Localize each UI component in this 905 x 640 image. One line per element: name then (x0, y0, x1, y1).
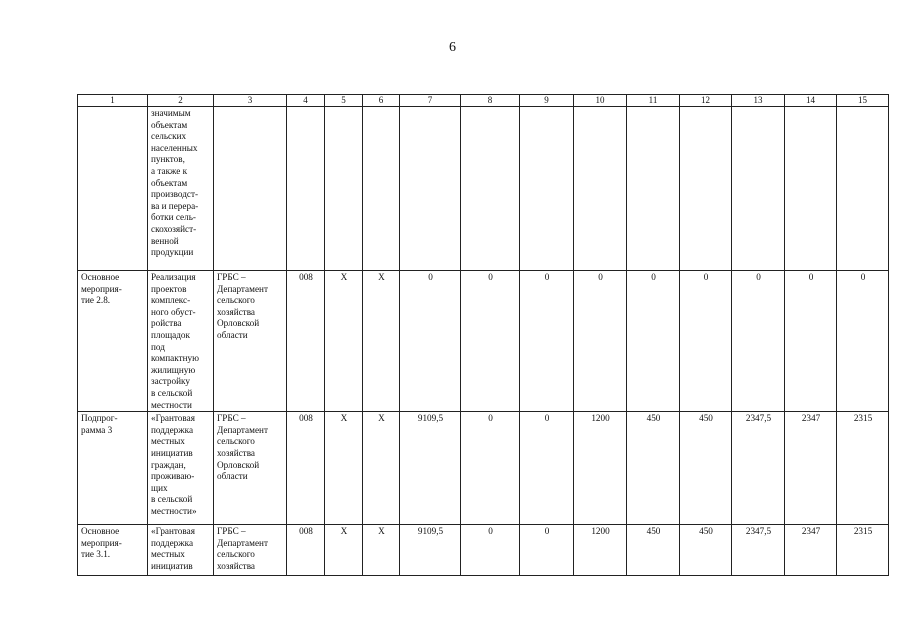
table-cell (325, 107, 363, 271)
budget-table (77, 94, 889, 576)
column-header: 3 (214, 95, 287, 107)
column-header: 5 (325, 95, 363, 107)
column-header: 15 (837, 95, 889, 107)
table-cell: Х (325, 271, 363, 412)
table-cell: 2315 (837, 525, 889, 576)
table-cell (837, 107, 889, 271)
column-header: 11 (627, 95, 680, 107)
program-status-cell: Основное мероприя- тие 2.8. (78, 271, 148, 412)
column-header: 14 (785, 95, 837, 107)
table-cell (363, 107, 400, 271)
table-cell (287, 107, 325, 271)
table-cell: 2347 (785, 525, 837, 576)
table-cell (520, 107, 574, 271)
page-number: 6 (449, 40, 456, 55)
table-cell: 008 (287, 525, 325, 576)
table-cell: 008 (287, 412, 325, 525)
table-cell: 450 (627, 525, 680, 576)
table-cell: 0 (574, 271, 627, 412)
table-cell: 0 (627, 271, 680, 412)
table-cell (732, 107, 785, 271)
column-header: 13 (732, 95, 785, 107)
table-cell: 2315 (837, 412, 889, 525)
table-cell (574, 107, 627, 271)
column-header: 9 (520, 95, 574, 107)
table-cell: Х (363, 525, 400, 576)
table-row (78, 525, 889, 576)
table-cell: 2347,5 (732, 412, 785, 525)
table-cell: Х (363, 271, 400, 412)
table-cell (680, 107, 732, 271)
executor-cell: ГРБС – Департамент сельского хозяйства (214, 525, 287, 576)
table-cell: 450 (680, 525, 732, 576)
program-name-cell: Реализация проектов комплекс- ного обуст- ройства площадок под компактную жилищную застройку в сельской местности (148, 271, 214, 412)
table-cell: 1200 (574, 525, 627, 576)
column-header: 10 (574, 95, 627, 107)
table-cell (461, 107, 520, 271)
table-row (78, 271, 889, 412)
table-cell: 0 (461, 412, 520, 525)
column-header: 4 (287, 95, 325, 107)
column-header: 12 (680, 95, 732, 107)
table-cell: 008 (287, 271, 325, 412)
table-cell (400, 107, 461, 271)
column-header: 7 (400, 95, 461, 107)
column-header: 1 (78, 95, 148, 107)
table-cell: 0 (732, 271, 785, 412)
table-cell: 2347 (785, 412, 837, 525)
column-header: 2 (148, 95, 214, 107)
table-cell: 0 (520, 412, 574, 525)
table-cell: 0 (680, 271, 732, 412)
table-cell: Х (325, 412, 363, 525)
program-name-cell: значимым объектам сельских населенных пунктов, а также к объектам производст- ва и перера- ботки сель- скохозяйст- венной продукции (148, 107, 214, 271)
table-row (78, 412, 889, 525)
table-cell: 1200 (574, 412, 627, 525)
table-cell: Х (363, 412, 400, 525)
table-cell: 0 (837, 271, 889, 412)
table-cell: 450 (680, 412, 732, 525)
table-cell: 0 (520, 271, 574, 412)
column-header: 6 (363, 95, 400, 107)
program-name-cell: «Грантовая поддержка местных инициатив граждан, проживаю- щих в сельской местности» (148, 412, 214, 525)
table-cell: 0 (785, 271, 837, 412)
table-cell: Х (325, 525, 363, 576)
table-cell: 0 (520, 525, 574, 576)
program-status-cell (78, 107, 148, 271)
table-cell: 0 (461, 525, 520, 576)
program-status-cell: Подпрог- рамма 3 (78, 412, 148, 525)
table-cell: 0 (461, 271, 520, 412)
program-status-cell: Основное мероприя- тие 3.1. (78, 525, 148, 576)
header-row (78, 95, 889, 107)
program-name-cell: «Грантовая поддержка местных инициатив (148, 525, 214, 576)
table-cell (785, 107, 837, 271)
executor-cell: ГРБС – Департамент сельского хозяйства Орловской области (214, 412, 287, 525)
column-header: 8 (461, 95, 520, 107)
executor-cell: ГРБС – Департамент сельского хозяйства Орловской области (214, 271, 287, 412)
table-cell: 2347,5 (732, 525, 785, 576)
table-cell: 9109,5 (400, 412, 461, 525)
executor-cell (214, 107, 287, 271)
table-cell (627, 107, 680, 271)
table-cell: 9109,5 (400, 525, 461, 576)
table-cell: 450 (627, 412, 680, 525)
table-cell: 0 (400, 271, 461, 412)
table-row (78, 107, 889, 271)
